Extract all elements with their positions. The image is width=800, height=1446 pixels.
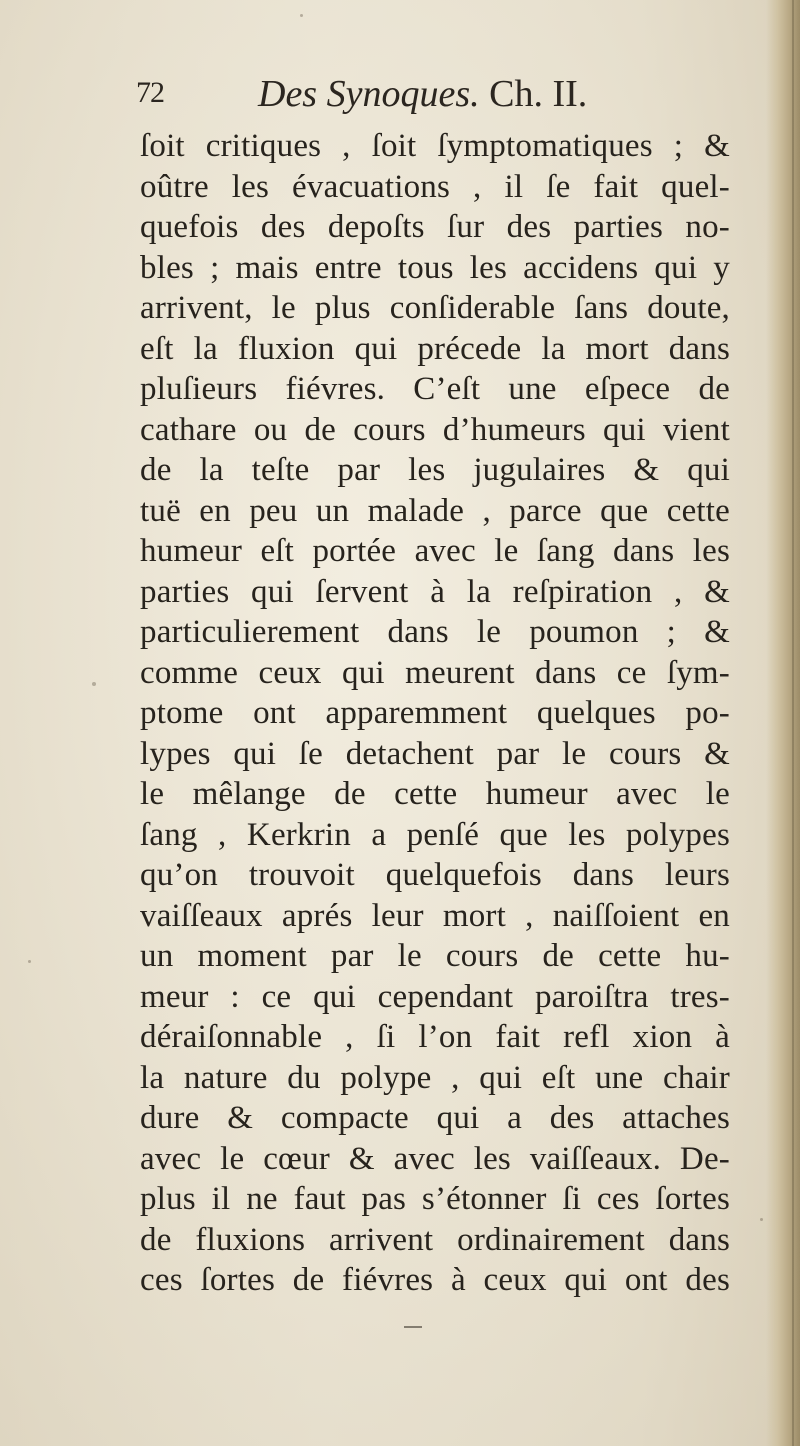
- page-header: [136, 72, 736, 124]
- text-line: arrivent, le plus conſiderable ſans doute,: [140, 290, 730, 326]
- text-line: eſt la fluxion qui précede la mort dans: [140, 330, 730, 367]
- text-line: pluſieurs fiévres. C’eſt une eſpece de: [140, 371, 730, 407]
- text-line: un moment par le cours de cette hu-: [140, 938, 730, 974]
- text-line: parties qui ſervent à la reſpiration , &: [140, 573, 730, 610]
- text-line: le mêlange de cette humeur avec le: [140, 776, 730, 812]
- text-line: comme ceux qui meurent dans ce ſym-: [140, 654, 730, 691]
- paper-speck: [92, 682, 96, 686]
- text-line: dure & compacte qui a des attaches: [140, 1100, 730, 1136]
- page-edge-shadow: [766, 0, 800, 1446]
- page-number: 72: [136, 76, 164, 109]
- text-line: ptome ont apparemment quelques po-: [140, 695, 730, 731]
- running-title: [258, 72, 587, 116]
- text-line: bles ; mais entre tous les accidens qui y: [140, 249, 730, 286]
- text-line: déraiſonnable , ſi l’on fait refl xion à: [140, 1019, 730, 1055]
- text-line: tuë en peu un malade , parce que cette: [140, 492, 730, 529]
- text-line: plus il ne faut pas s’étonner ſi ces ſortes: [140, 1181, 730, 1217]
- footer-mark: [404, 1326, 422, 1328]
- text-line: humeur eſt portée avec le ſang dans les: [140, 533, 730, 569]
- paper-speck: [300, 14, 303, 17]
- running-title-text: Des Synoques.: [258, 73, 480, 115]
- paper-speck: [760, 1218, 763, 1221]
- text-line: cathare ou de cours d’humeurs qui vient: [140, 411, 730, 448]
- body-text: [140, 126, 730, 1301]
- text-line: ces ſortes de fiévres à ceux qui ont des: [140, 1262, 730, 1298]
- text-line: qu’on trouvoit quelquefois dans leurs: [140, 857, 730, 893]
- text-line: de fluxions arrivent ordinairement dans: [140, 1221, 730, 1258]
- paper-speck: [28, 960, 31, 963]
- chapter-label: Ch. II.: [489, 73, 588, 115]
- text-line: particulierement dans le poumon ; &: [140, 614, 730, 650]
- text-line: ſoit critiques , ſoit ſymptomatiques ; &: [140, 128, 730, 164]
- text-line: de la teſte par les jugulaires & qui: [140, 452, 730, 488]
- text-line: oûtre les évacuations , il ſe fait quel-: [140, 168, 730, 205]
- text-line: quefois des depoſts ſur des parties no-: [140, 209, 730, 245]
- text-line: ſang , Kerkrin a penſé que les polypes: [140, 816, 730, 853]
- text-line: meur : ce qui cependant paroiſtra tres-: [140, 978, 730, 1015]
- text-line: la nature du polype , qui eſt une chair: [140, 1059, 730, 1096]
- text-line: vaiſſeaux aprés leur mort , naiſſoient en: [140, 897, 730, 934]
- text-line: lypes qui ſe detachent par le cours &: [140, 735, 730, 772]
- text-line: avec le cœur & avec les vaiſſeaux. De-: [140, 1140, 730, 1177]
